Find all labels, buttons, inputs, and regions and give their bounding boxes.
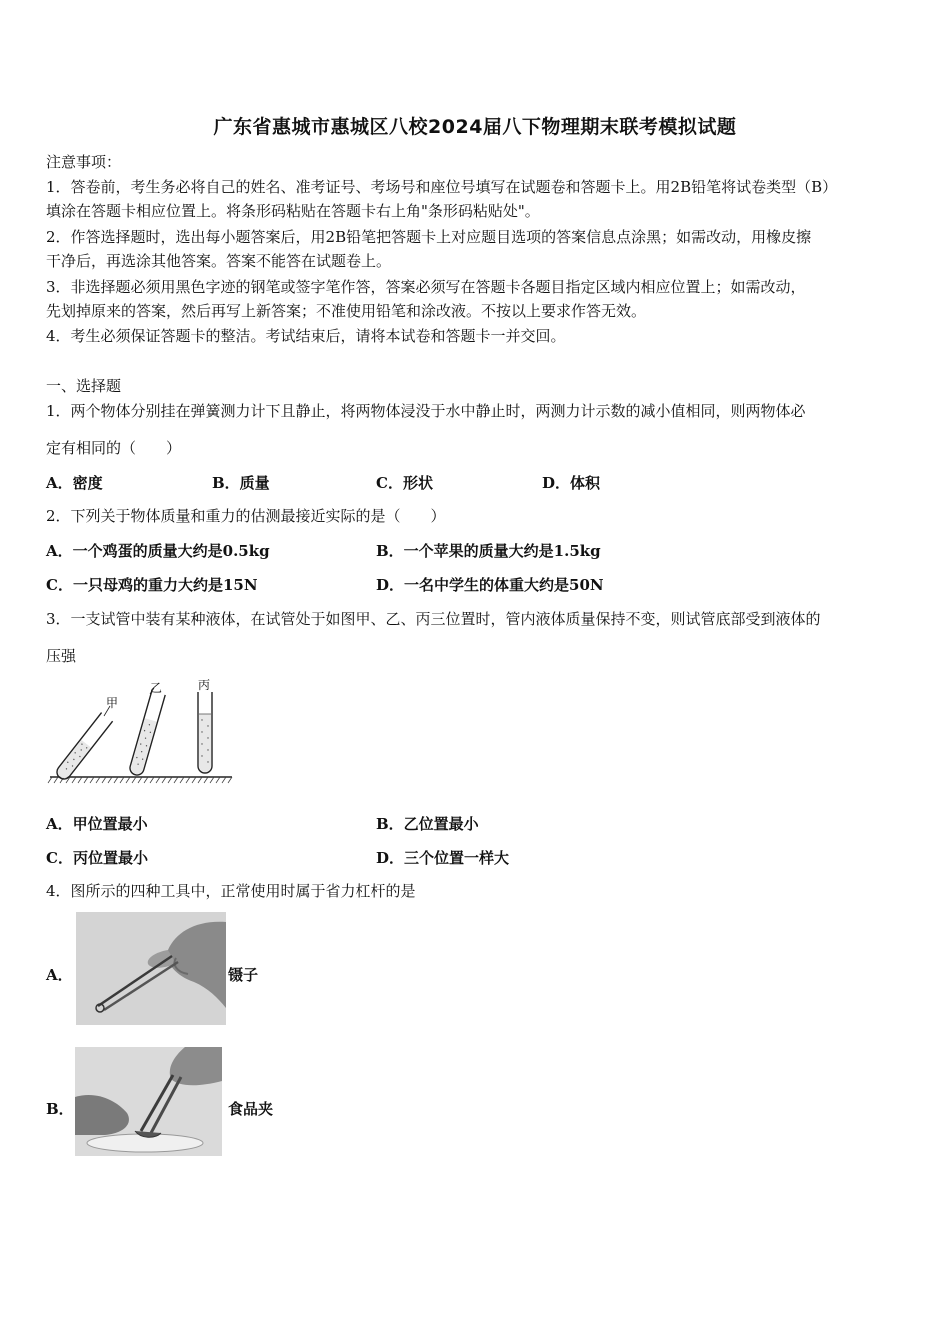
section-heading-choice: 一、选择题 [46, 377, 122, 395]
notice-line-6: 先划掉原来的答案，然后再写上新答案；不准使用铅笔和涂改液。不按以上要求作答无效。 [46, 302, 647, 320]
tube-yi [128, 691, 165, 777]
q3-option-b: B．乙位置最小 [376, 815, 479, 833]
notice-line-2: 填涂在答题卡相应位置上。将条形码粘贴在答题卡右上角"条形码粘贴处"。 [46, 202, 540, 220]
q3-option-d: D．三个位置一样大 [376, 849, 510, 867]
q1-option-b: B．质量 [212, 474, 270, 492]
q1-option-a: A．密度 [46, 474, 103, 492]
q2-option-b: B．一个苹果的质量大约是1.5kg [376, 542, 601, 560]
q4-option-b-letter: B． [46, 1100, 74, 1118]
q1-option-c: C．形状 [376, 474, 433, 492]
q1-stem-line-2: 定有相同的（ ） [46, 439, 182, 457]
q3-stem-line-1: 3．一支试管中装有某种液体，在试管处于如图甲、乙、丙三位置时，管内液体质量保持不变，则试管底部受到液体的 [46, 610, 821, 628]
page-title: 广东省惠城市惠城区八校2024届八下物理期末联考模拟试题 [213, 116, 737, 138]
tube-label-yi: 乙 [150, 681, 163, 695]
notice-heading: 注意事项： [46, 153, 122, 171]
q4-option-a-caption: 镊子 [228, 966, 259, 984]
notice-line-1: 1．答卷前，考生务必将自己的姓名、准考证号、考场号和座位号填写在试题卷和答题卡上。用2B铅笔将试卷类型（B） [46, 178, 838, 196]
q2-stem: 2．下列关于物体质量和重力的估测最接近实际的是（ ） [46, 507, 446, 525]
q2-option-a: A．一个鸡蛋的质量大约是0.5kg [46, 542, 270, 560]
notice-line-7: 4．考生必须保证答题卡的整洁。考试结束后，请将本试卷和答题卡一并交回。 [46, 327, 566, 345]
tube-label-bing: 丙 [198, 678, 211, 692]
q3-test-tube-figure [46, 676, 236, 786]
tube-jia [54, 713, 112, 782]
q2-option-d: D．一名中学生的体重大约是50N [376, 576, 604, 594]
q1-option-d: D．体积 [542, 474, 601, 492]
tube-bing [198, 692, 212, 773]
q1-stem-line-1: 1．两个物体分别挂在弹簧测力计下且静止，将两物体浸没于水中静止时，两测力计示数的减小值相同，则两物体必 [46, 402, 806, 420]
q3-option-c: C．丙位置最小 [46, 849, 148, 867]
notice-line-3: 2．作答选择题时，选出每小题答案后，用2B铅笔把答题卡上对应题目选项的答案信息点涂黑；如需改动，用橡皮擦 [46, 228, 812, 246]
q4-option-b-caption: 食品夹 [228, 1100, 274, 1118]
notice-line-4: 干净后，再选涂其他答案。答案不能答在试题卷上。 [46, 252, 392, 270]
q2-option-c: C．一只母鸡的重力大约是15N [46, 576, 258, 594]
q3-stem-line-2: 压强 [46, 647, 77, 665]
q4-option-a-letter: A． [46, 966, 73, 984]
tube-label-jia: 甲 [106, 696, 119, 710]
tweezers-photo [76, 912, 226, 1025]
notice-line-5: 3．非选择题必须用黑色字迹的钢笔或签字笔作答，答案必须写在答题卡各题目指定区域内相应位置上；如需改动， [46, 278, 806, 296]
food-tongs-photo [75, 1047, 222, 1156]
q3-option-a: A．甲位置最小 [46, 815, 148, 833]
q4-stem: 4．图所示的四种工具中，正常使用时属于省力杠杆的是 [46, 882, 416, 900]
